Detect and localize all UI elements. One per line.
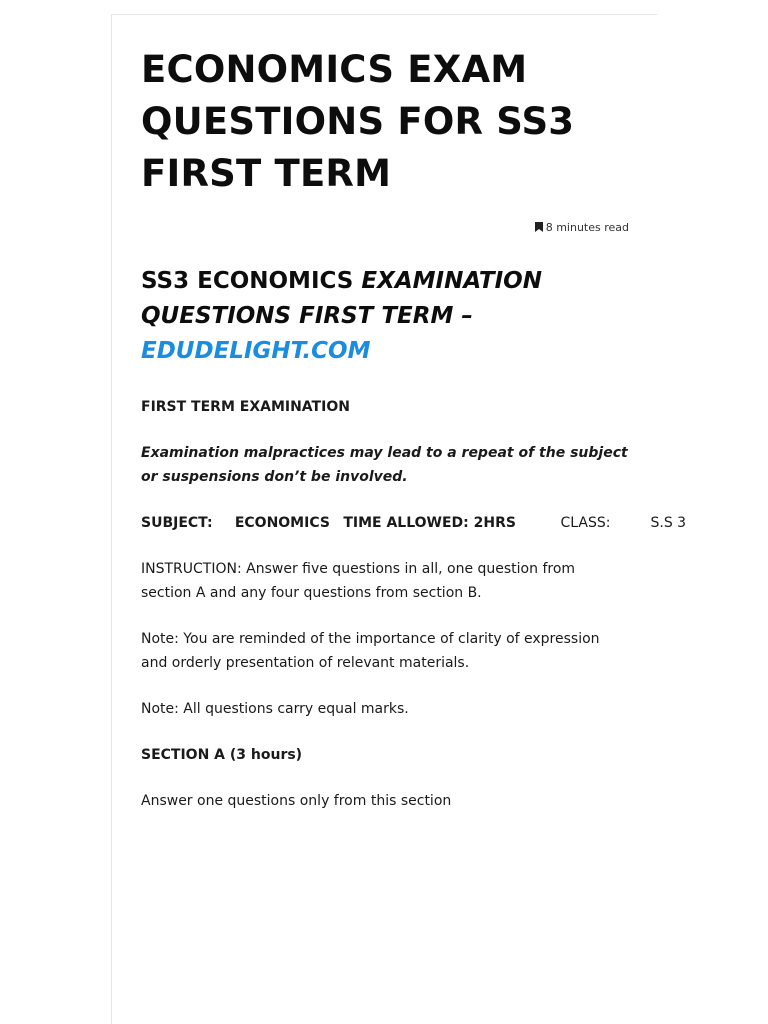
malpractice-warning: Examination malpractices may lead to a repeat of the subject or suspensions don’t be involved.: [141, 445, 628, 485]
read-time-meta: [141, 220, 629, 236]
article-subheading: [141, 264, 629, 369]
instruction-text: INSTRUCTION: Answer five questions in all, one question from section A and any four questions from section B.: [141, 561, 576, 601]
exam-heading: FIRST TERM EXAMINATION: [141, 399, 350, 415]
read-time: 8 minutes read: [545, 221, 629, 234]
class-label: CLASS:: [560, 515, 611, 531]
subheading-italic: EXAMINATION QUESTIONS FIRST TERM –: [141, 268, 542, 329]
subject-line: [141, 511, 687, 535]
note-clarity: Note: You are reminded of the importance of clarity of expression and orderly presentation of relevant materials.: [141, 631, 600, 671]
subject-label: SUBJECT:: [141, 515, 213, 531]
article-content: [141, 44, 687, 813]
subject-value: ECONOMICS: [234, 515, 330, 531]
section-instruction: Answer one questions only from this section: [141, 793, 452, 809]
section-heading: SECTION A (3 hours): [141, 747, 303, 763]
site-link[interactable]: EDUDELIGHT.COM: [141, 338, 371, 364]
note-marks: Note: All questions carry equal marks.: [141, 701, 409, 717]
bookmark-icon: [535, 222, 543, 232]
time-allowed: TIME ALLOWED: 2HRS: [343, 515, 516, 531]
subheading-plain: SS3 ECONOMICS: [141, 268, 362, 294]
post-title: ECONOMICS EXAM QUESTIONS FOR SS3 FIRST TERM: [141, 48, 575, 195]
class-value: S.S 3: [650, 515, 687, 531]
